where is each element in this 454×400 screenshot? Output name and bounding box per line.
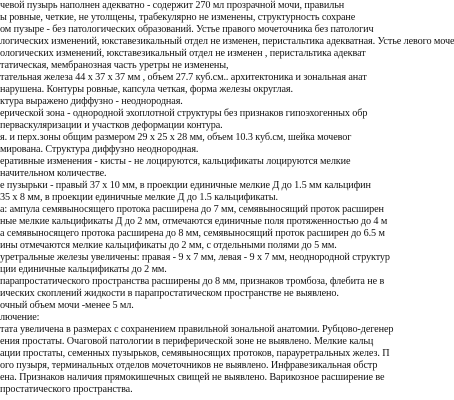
text-line: очный объем мочи -менее 5 мл. — [0, 300, 134, 311]
text-line: ации простаты, семенных пузырьков, семявыносящих протоков, парауретральных желез. П — [0, 348, 390, 359]
text-line: ена. Признаков наличия прямокишечных свищей не выявлено. Варикозное расширение ве — [0, 372, 385, 383]
section-heading: лючение: — [0, 312, 40, 323]
text-line: а семявыносящего протока расширена до 8 мм, семявыносящий проток расширен до 6.5 м — [0, 228, 385, 239]
text-line: ения простаты. Очаговой патологии в периферической зоне не выявлено. Мелкие кальц — [0, 336, 374, 347]
text-line: перваскуляризации и участков деформации контура. — [0, 120, 223, 131]
text-line: тата увеличена в размерах с сохранением правильной зональной анатомии. Рубцово-дегенер — [0, 324, 394, 335]
text-line: ого пузыря, терминальных отделов мочеточников не выявлено. Инфравезикальная обстр — [0, 360, 378, 371]
text-line: логических изменений, юкставезикальный отдел не изменен, перистальтика адекватная. Устье левого моче — [0, 36, 454, 47]
text-line: ктура выражено диффузно - неоднородная. — [0, 96, 183, 107]
text-line: ологических изменений, юкставезикальный отдел не изменен , перистальтика адекват — [0, 48, 366, 59]
text-line: е пузырьки - правый 37 х 10 мм, в проекции единичные мелкие Д до 1.5 мм кальцифин — [0, 180, 371, 191]
text-line: ины отмечаются мелкие кальцификаты до 2 мм, с отдельными полями до 5 мм. — [0, 240, 337, 251]
text-line: татическая, мембранозная часть уретры не изменены, — [0, 60, 229, 71]
text-line: мирована. Структура диффузно неоднородная. — [0, 144, 199, 155]
text-line: тательная железа 44 х 37 х 37 мм , объем 27.7 куб.см.. архитектоника и зональная анат — [0, 72, 367, 83]
text-line: парапростатического пространства расширены до 8 мм, признаков тромбоза, флебита не в — [0, 276, 385, 287]
text-line: еративные изменения - кисты - не лоцируются, кальцификаты лоцируются мелкие — [0, 156, 351, 167]
text-line: ции единичные кальцификаты до 2 мм. — [0, 264, 167, 275]
text-line: ерической зона - однородной эхоплотной структуры без признаков гипоэхогенных обр — [0, 108, 368, 119]
text-line: а: ампула семявыносящего протока расширена до 7 мм, семявыносящий проток расширен — [0, 204, 384, 215]
text-line: ом пузыре - без патологических образований. Устье правого мочеточника без патологич — [0, 24, 374, 35]
text-line: ических скоплений жидкости в парапростатическом пространстве не выявлено. — [0, 288, 339, 299]
text-line: 35 х 8 мм, в проекции единичные мелкие Д до 1.5 кальцификаты. — [0, 192, 278, 203]
text-line: нарушена. Контуры ровные, капсула четкая, форма железы округлая. — [0, 84, 293, 95]
text-line: ы ровные, четкие, не утолщены, трабекулярно не изменены, структурность сохране — [0, 12, 356, 23]
text-line: я. и перх.зоны общим размером 29 х 25 х 28 мм, объем 10.3 куб.см, шейка мочевог — [0, 132, 352, 143]
text-line: простатического пространства. — [0, 384, 133, 395]
text-line: уретральные железы увеличены: правая - 9 х 7 мм, левая - 9 х 7 мм, неоднородной структур — [0, 252, 390, 263]
text-line: начительном количестве. — [0, 168, 107, 179]
text-line: чевой пузырь наполнен адекватно - содержит 270 мл прозрачной мочи, правильн — [0, 0, 345, 11]
text-line: ные мелкие кальцификаты Д до 2 мм, отмечаются единичные поля протяженностью до 4 м — [0, 216, 388, 227]
